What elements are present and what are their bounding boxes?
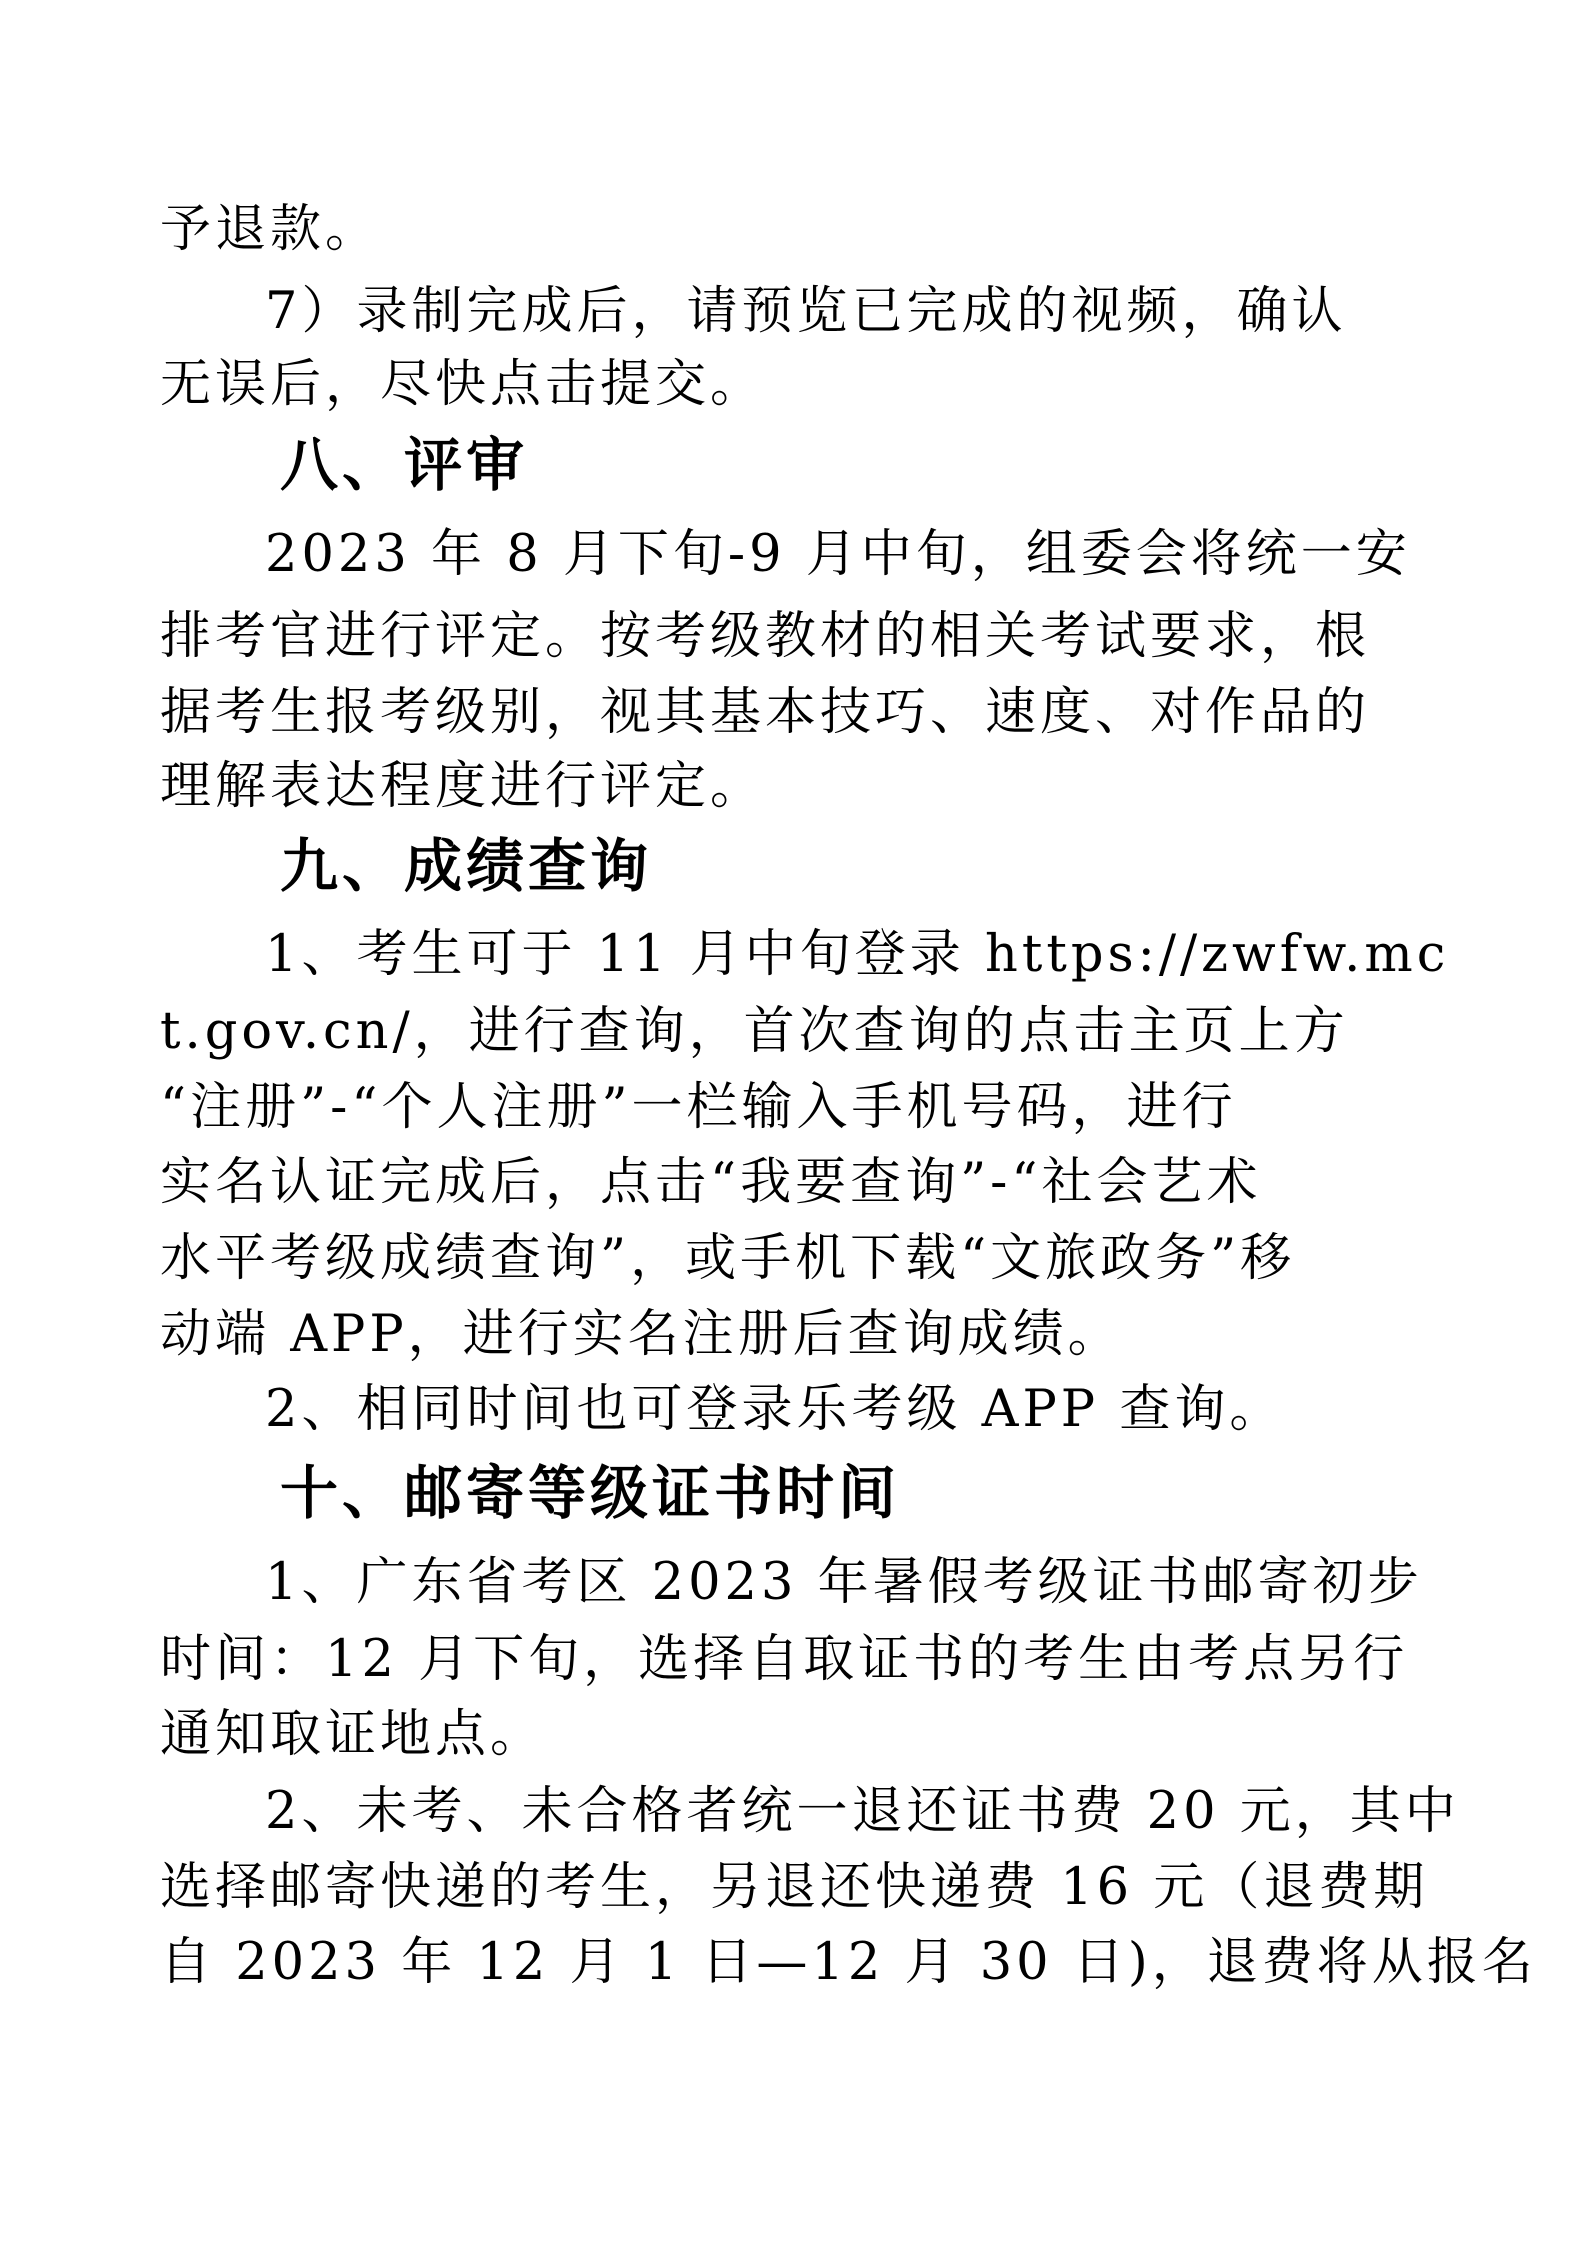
paragraph-line: 理解表达程度进行评定。 [160,757,766,816]
paragraph-line: 通知取证地点。 [160,1705,546,1764]
paragraph-line: 7）录制完成后，请预览已完成的视频，确认 [265,282,1347,341]
paragraph-line: 实名认证完成后，点击“我要查询”-“社会艺术 [160,1153,1262,1212]
section-heading-certificate-mailing: 十、邮寄等级证书时间 [280,1459,901,1527]
paragraph-line: 据考生报考级别，视其基本技巧、速度、对作品的 [160,683,1371,742]
paragraph-line: 予退款。 [160,200,381,259]
paragraph-line: 选择邮寄快递的考生，另退还快递费 16 元（退费期 [160,1858,1429,1917]
paragraph-line: 无误后，尽快点击提交。 [160,355,766,414]
paragraph-line: 2、相同时间也可登录乐考级 APP 查询。 [265,1380,1285,1439]
paragraph-line: 2、未考、未合格者统一退还证书费 20 元，其中 [265,1782,1460,1841]
section-heading-review: 八、评审 [280,431,529,499]
paragraph-line: 2023 年 8 月下旬-9 月中旬，组委会将统一安 [265,525,1411,584]
paragraph-line: 动端 APP，进行实名注册后查询成绩。 [160,1305,1123,1364]
paragraph-line: 1、考生可于 11 月中旬登录 https://zwfw.mc [265,925,1450,984]
section-heading-score-query: 九、成绩查询 [280,832,653,900]
paragraph-line: t.gov.cn/，进行查询，首次查询的点击主页上方 [160,1002,1349,1061]
paragraph-line: 1、广东省考区 2023 年暑假考级证书邮寄初步 [265,1553,1423,1612]
paragraph-line: 自 2023 年 12 月 1 日—12 月 30 日)，退费将从报名 [160,1933,1537,1992]
paragraph-line: 排考官进行评定。按考级教材的相关考试要求，根 [160,607,1371,666]
paragraph-line: “注册”-“个人注册”一栏输入手机号码，进行 [160,1078,1237,1137]
paragraph-line: 时间：12 月下旬，选择自取证书的考生由考点另行 [160,1630,1409,1689]
paragraph-line: 水平考级成绩查询”，或手机下载“文旅政务”移 [160,1229,1296,1288]
